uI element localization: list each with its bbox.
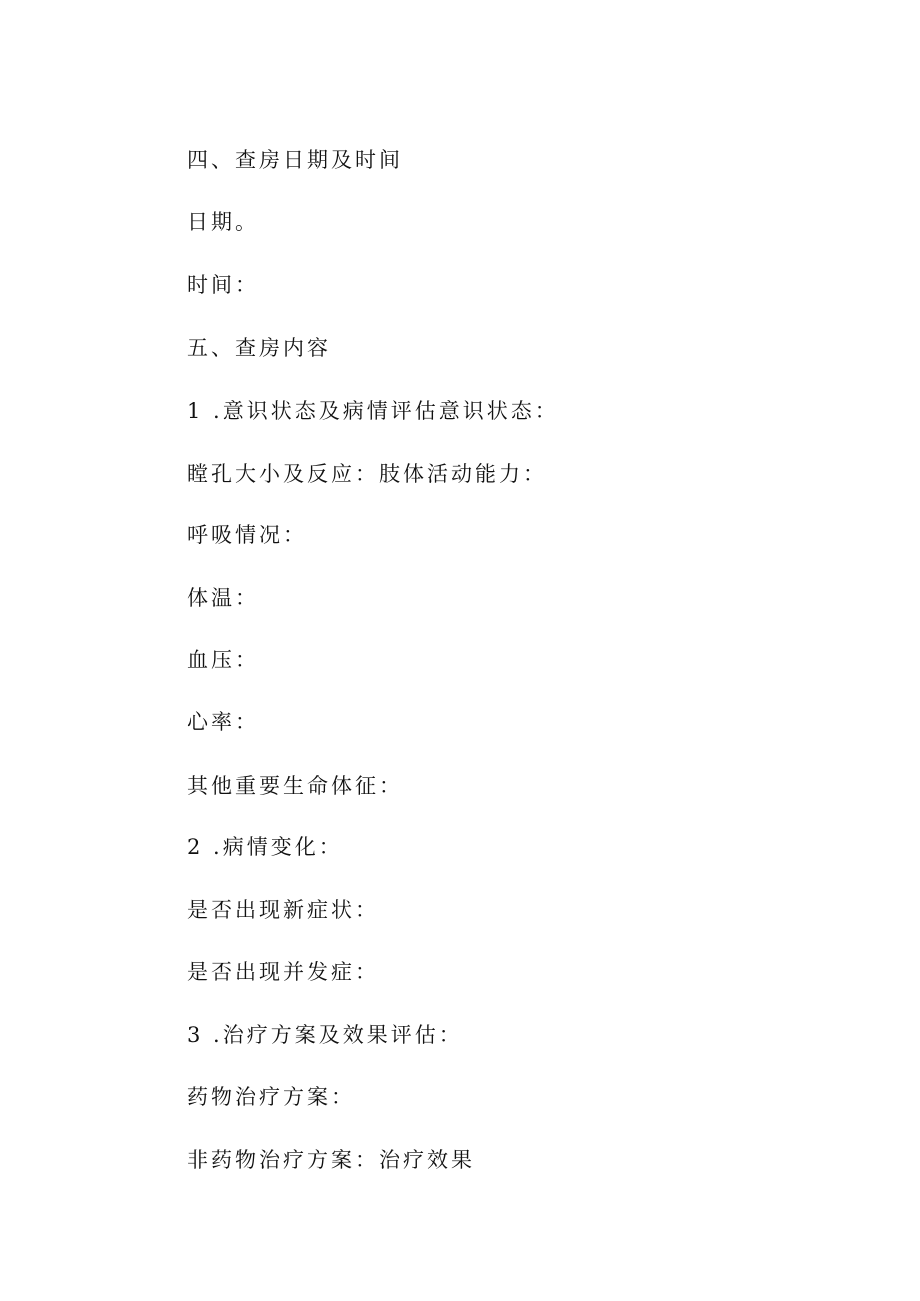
item-consciousness-assessment: 1 .意识状态及病情评估意识状态： xyxy=(187,399,559,423)
section-heading-rounds-content: 五、查房内容 xyxy=(187,336,331,360)
time-field-label: 时间： xyxy=(187,273,259,297)
date-field-label: 日期。 xyxy=(187,210,259,234)
item-condition-changes: 2 .病情变化： xyxy=(187,835,343,859)
temperature-label: 体温： xyxy=(187,586,259,610)
complications-label: 是否出现并发症： xyxy=(187,960,379,984)
section-heading-rounds-date-time: 四、查房日期及时间 xyxy=(187,148,403,172)
pupil-limb-activity-label: 瞠孔大小及反应：肢体活动能力： xyxy=(187,462,547,486)
heart-rate-label: 心率： xyxy=(187,710,259,734)
item-treatment-evaluation: 3 .治疗方案及效果评估： xyxy=(187,1023,463,1047)
drug-treatment-label: 药物治疗方案： xyxy=(187,1085,355,1109)
blood-pressure-label: 血压： xyxy=(187,648,259,672)
new-symptoms-label: 是否出现新症状： xyxy=(187,898,379,922)
breathing-label: 呼吸情况： xyxy=(187,523,307,547)
non-drug-treatment-label: 非药物治疗方案：治疗效果 xyxy=(187,1148,475,1172)
other-vital-signs-label: 其他重要生命体征： xyxy=(187,774,403,798)
